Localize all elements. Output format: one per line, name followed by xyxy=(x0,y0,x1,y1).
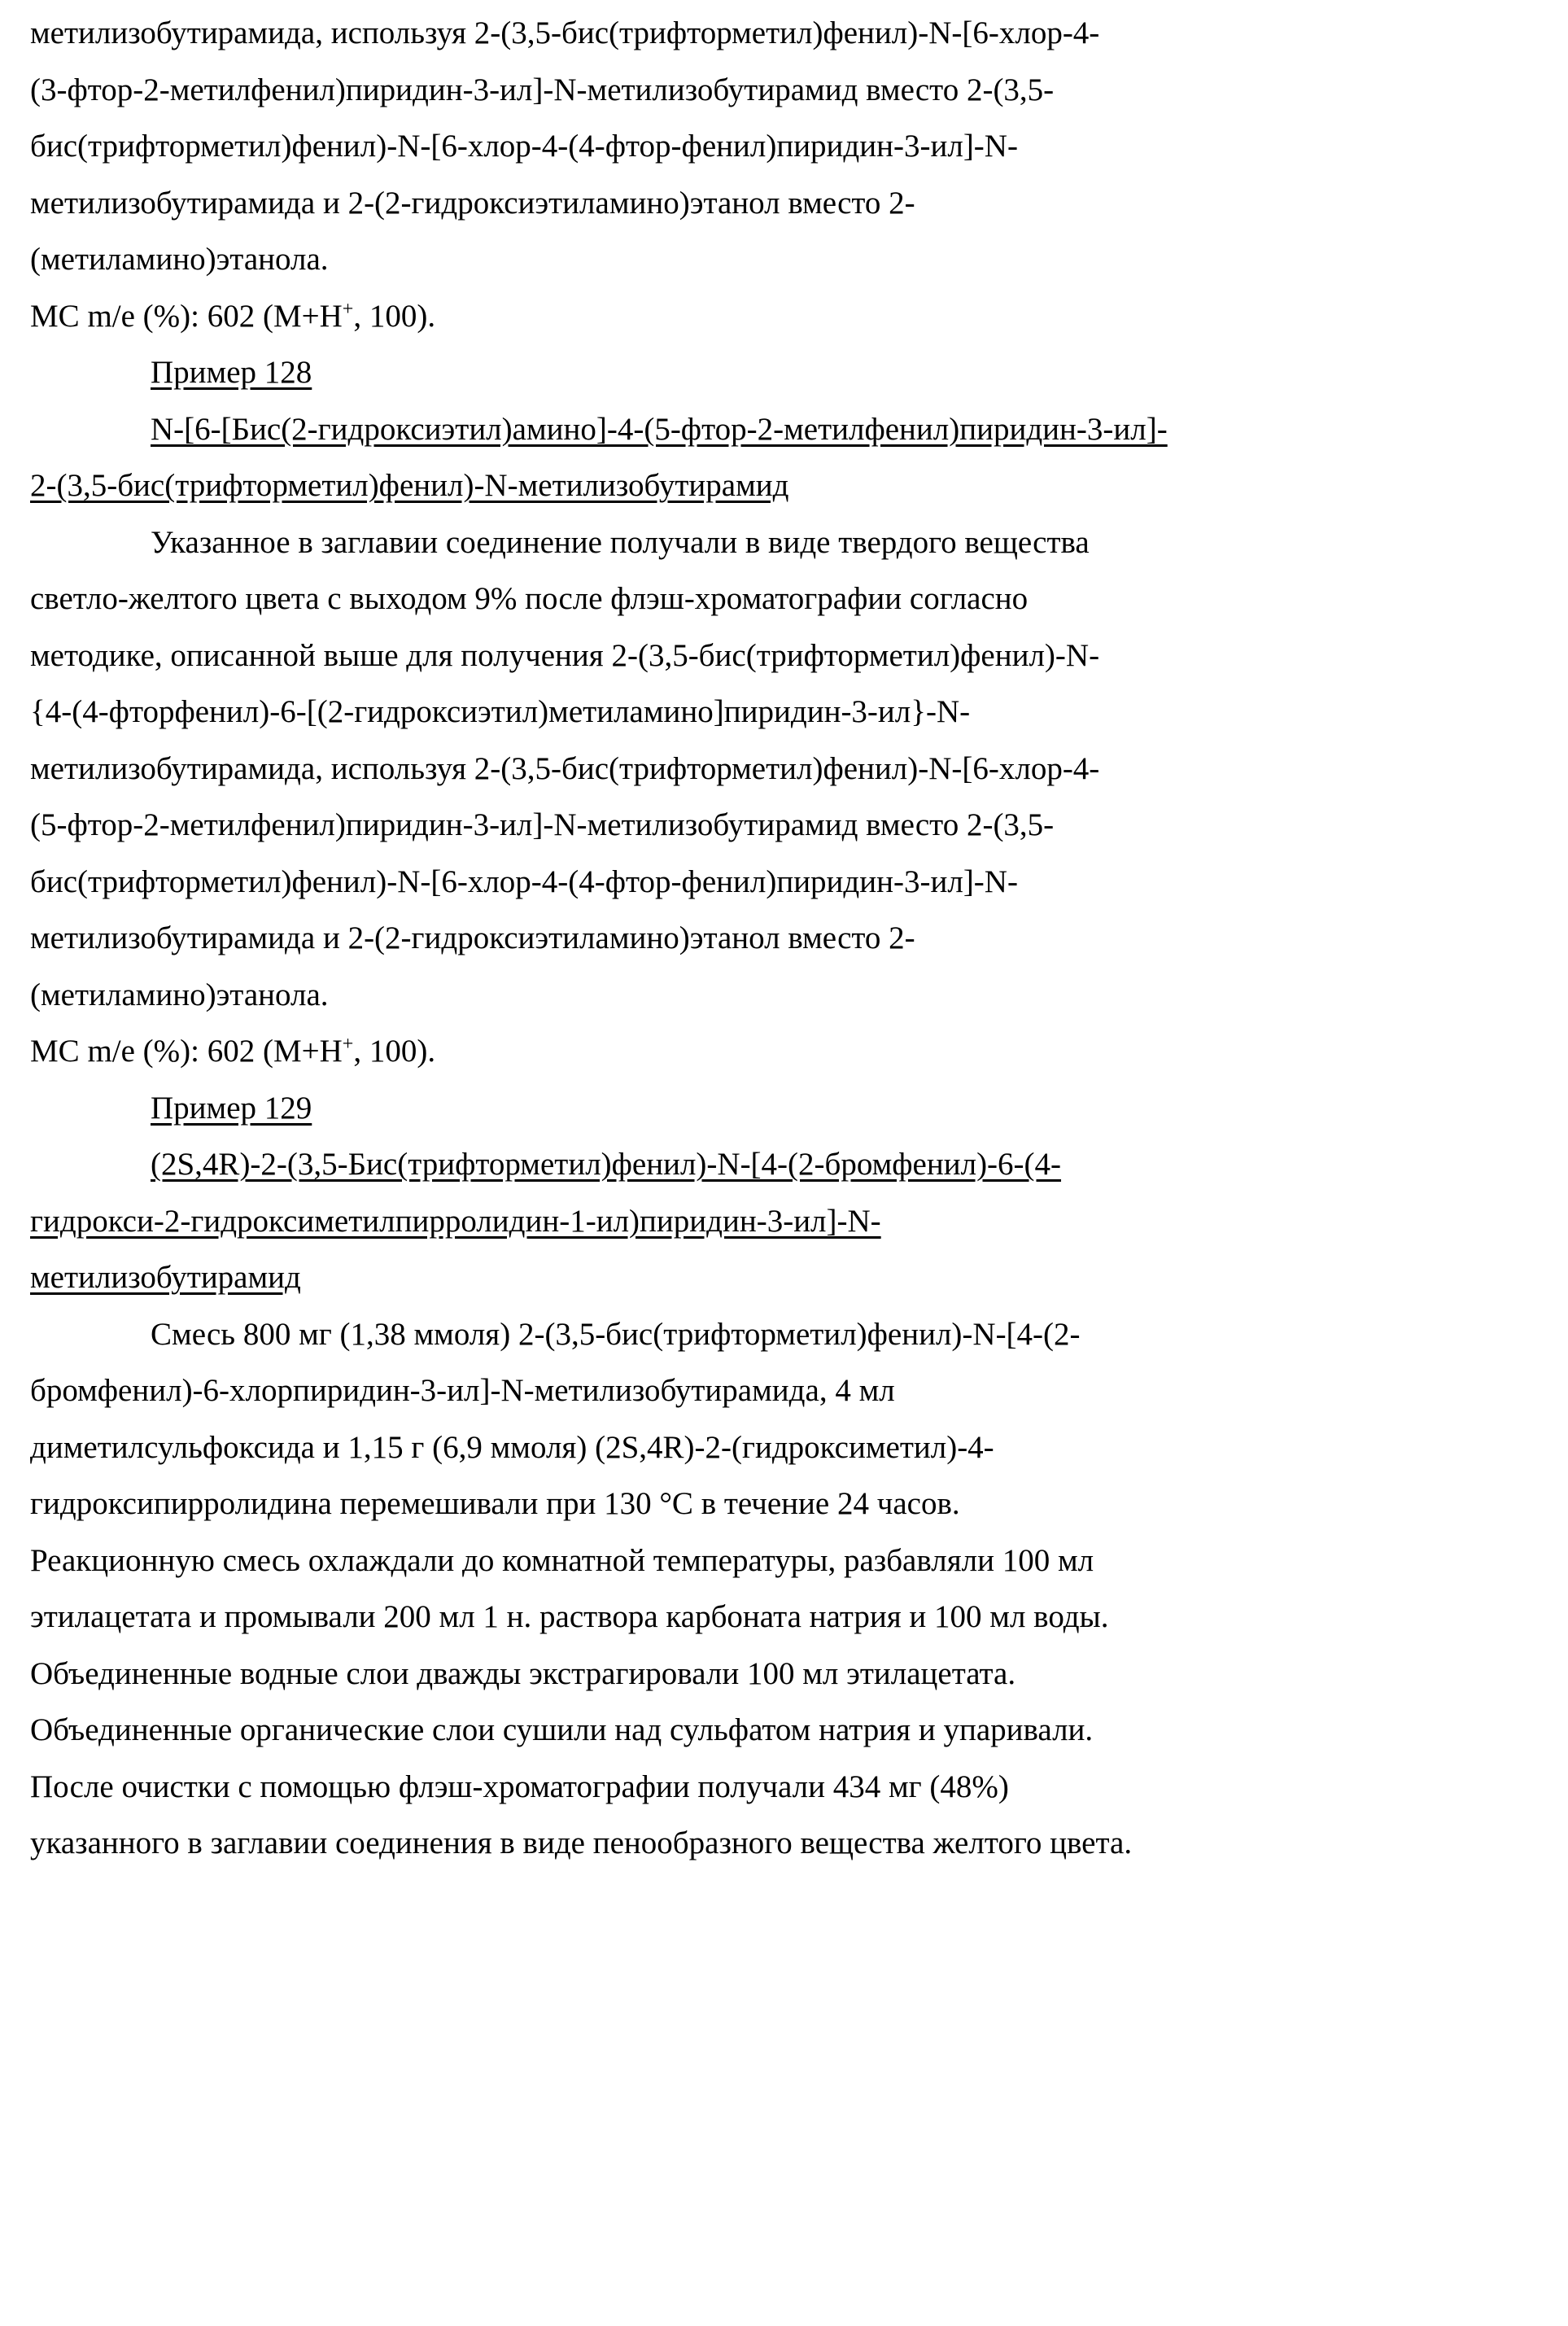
compound-title-line xyxy=(30,1136,1560,1193)
ms-prefix: МС m/e (%): 602 (M+H xyxy=(30,298,343,334)
ms-suffix: , 100). xyxy=(353,1034,436,1069)
text-line: (3-фтор-2-метилфенил)пиридин-3-ил]-N-метилизобутирамид вместо 2-(3,5- xyxy=(30,72,1055,107)
text-line: Объединенные водные слои дважды экстрагировали 100 мл этилацетата. xyxy=(30,1655,1016,1691)
document-page xyxy=(30,5,1560,1872)
text-line: Объединенные органические слои сушили над сульфатом натрия и упаривали. xyxy=(30,1712,1094,1747)
text-line: указанного в заглавии соединения в виде пенообразного вещества желтого цвета. xyxy=(30,1825,1133,1860)
text-line: этилацетата и промывали 200 мл 1 н. раствора карбоната натрия и 100 мл воды. xyxy=(30,1599,1109,1634)
compound-title-line xyxy=(30,1193,1560,1250)
compound-title-line xyxy=(30,1249,1560,1306)
example-label: Пример 129 xyxy=(151,1090,312,1126)
text-line: гидроксипирролидина перемешивали при 130 °C в течение 24 часов. xyxy=(30,1486,960,1521)
text-line: метилизобутирамида, используя 2-(3,5-бис(трифторметил)фенил)-N-[6-хлор-4- xyxy=(30,750,1100,786)
example-heading-128 xyxy=(30,344,1560,401)
text-line: метилизобутирамида и 2-(2-гидроксиэтиламино)этанол вместо 2- xyxy=(30,185,915,221)
text-line: метилизобутирамида и 2-(2-гидроксиэтиламино)этанол вместо 2- xyxy=(30,920,915,955)
mass-spec-line xyxy=(30,1023,1560,1080)
text-line: Смесь 800 мг (1,38 ммоля) 2-(3,5-бис(трифторметил)фенил)-N-[4-(2- xyxy=(151,1316,1081,1352)
text-line: светло-желтого цвета с выходом 9% после флэш-хроматографии согласно xyxy=(30,581,1029,616)
ms-charge: + xyxy=(342,298,354,320)
compound-title-line xyxy=(30,401,1560,458)
text-line: методике, описанной выше для получения 2-(3,5-бис(трифторметил)фенил)-N- xyxy=(30,637,1100,673)
compound-title: гидрокси-2-гидроксиметилпирролидин-1-ил)пиридин-3-ил]-N- xyxy=(30,1203,881,1239)
text-line: метилизобутирамида, используя 2-(3,5-бис(трифторметил)фенил)-N-[6-хлор-4- xyxy=(30,15,1100,50)
compound-title: 2-(3,5-бис(трифторметил)фенил)-N-метилизобутирамид xyxy=(30,468,789,503)
ms-charge: + xyxy=(342,1034,354,1055)
ms-suffix: , 100). xyxy=(353,298,436,334)
text-line: Реакционную смесь охлаждали до комнатной температуры, разбавляли 100 мл xyxy=(30,1542,1094,1578)
text-line: диметилсульфоксида и 1,15 г (6,9 ммоля) (2S,4R)-2-(гидроксиметил)-4- xyxy=(30,1429,994,1465)
text-line: бис(трифторметил)фенил)-N-[6-хлор-4-(4-фтор-фенил)пиридин-3-ил]-N- xyxy=(30,129,1018,164)
ms-prefix: МС m/e (%): 602 (M+H xyxy=(30,1034,343,1069)
compound-title: метилизобутирамид xyxy=(30,1260,301,1295)
text-line: (5-фтор-2-метилфенил)пиридин-3-ил]-N-метилизобутирамид вместо 2-(3,5- xyxy=(30,807,1055,842)
text-line: бромфенил)-6-хлорпиридин-3-ил]-N-метилизобутирамида, 4 мл xyxy=(30,1373,895,1408)
compound-title: (2S,4R)-2-(3,5-Бис(трифторметил)фенил)-N-[4-(2-бромфенил)-6-(4- xyxy=(151,1147,1062,1182)
text-line: {4-(4-фторфенил)-6-[(2-гидроксиэтил)метиламино]пиридин-3-ил}-N- xyxy=(30,694,971,729)
example-heading-129 xyxy=(30,1080,1560,1137)
compound-title-line xyxy=(30,457,1560,514)
text-line: Указанное в заглавии соединение получали в виде твердого вещества xyxy=(151,524,1090,560)
mass-spec-line xyxy=(30,288,1560,345)
example-label: Пример 128 xyxy=(151,355,312,390)
text-line: бис(трифторметил)фенил)-N-[6-хлор-4-(4-фтор-фенил)пиридин-3-ил]-N- xyxy=(30,864,1018,899)
text-line: (метиламино)этанола. xyxy=(30,242,329,277)
text-line: (метиламино)этанола. xyxy=(30,977,329,1012)
text-line: После очистки с помощью флэш-хроматографии получали 434 мг (48%) xyxy=(30,1769,1009,1804)
compound-title: N-[6-[Бис(2-гидроксиэтил)амино]-4-(5-фтор-2-метилфенил)пиридин-3-ил]- xyxy=(151,411,1168,447)
